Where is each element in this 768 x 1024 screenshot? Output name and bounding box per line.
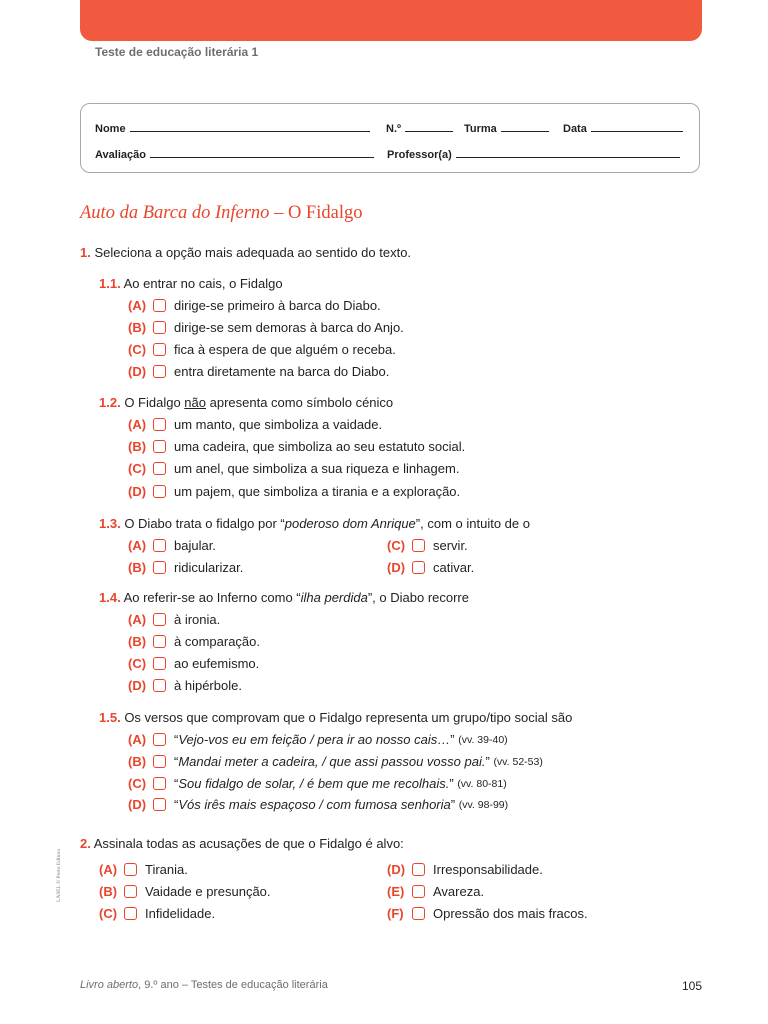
option-1-5-c	[128, 776, 507, 791]
option-letter: (D)	[128, 678, 147, 693]
option-1-1-b	[128, 320, 404, 335]
option-1-1-c	[128, 342, 396, 357]
question-text: O Diabo trata o fidalgo por “	[124, 516, 285, 531]
question-number: 2.	[80, 836, 91, 851]
question-text: O Fidalgo	[124, 395, 185, 410]
checkbox[interactable]	[153, 343, 166, 356]
option-letter: (D)	[387, 560, 406, 575]
option-2-e	[387, 884, 484, 899]
grade-field[interactable]	[95, 147, 374, 161]
class-label: Turma	[464, 123, 497, 135]
option-text: ao eufemismo.	[174, 656, 260, 671]
option-1-3-a	[128, 538, 216, 553]
verse-quote: Sou fidalgo de solar, / é bem que me recolhais.	[178, 776, 450, 791]
checkbox[interactable]	[153, 462, 166, 475]
work-title: Auto da Barca do Inferno	[80, 203, 270, 223]
option-text: um manto, que simboliza a vaidade.	[174, 417, 383, 432]
option-letter: (A)	[128, 538, 147, 553]
option-letter: (B)	[128, 560, 147, 575]
quote-open: “	[174, 732, 179, 747]
number-line[interactable]	[405, 121, 453, 132]
copyright-notice: LA9EL © Porto Editora	[56, 848, 62, 902]
book-title: Livro aberto	[80, 979, 139, 991]
checkbox[interactable]	[153, 440, 166, 453]
option-letter: (B)	[128, 439, 147, 454]
checkbox[interactable]	[153, 321, 166, 334]
option-letter: (A)	[99, 862, 118, 877]
option-1-1-a	[128, 298, 381, 313]
question-number: 1.3.	[99, 516, 121, 531]
teacher-label: Professor(a)	[387, 149, 452, 161]
option-text: entra diretamente na barca do Diabo.	[174, 364, 390, 379]
title-separator: –	[269, 203, 288, 223]
verse-quote: Vejo-vos eu em feição / pera ir ao nosso cais…	[178, 732, 451, 747]
question-text: apresenta como símbolo cénico	[206, 395, 394, 410]
question-number: 1.5.	[99, 710, 121, 725]
option-letter: (D)	[128, 484, 147, 499]
option-text: Tirania.	[145, 862, 188, 877]
option-text: Irresponsabilidade.	[433, 862, 543, 877]
student-info-box	[80, 103, 700, 173]
question-text: Seleciona a opção mais adequada ao sentido do texto.	[94, 245, 412, 260]
question-text: Ao referir-se ao Inferno como “	[123, 590, 301, 605]
quote-open: “	[174, 776, 179, 791]
option-letter: (D)	[128, 364, 147, 379]
option-1-5-b	[128, 754, 543, 769]
option-1-2-d	[128, 484, 460, 499]
question-number: 1.2.	[99, 395, 121, 410]
question-text-italic: poderoso dom Anrique	[284, 516, 416, 531]
verse-reference: (vv. 39-40)	[458, 733, 508, 746]
checkbox[interactable]	[153, 299, 166, 312]
option-1-3-c	[387, 538, 468, 553]
name-field[interactable]	[95, 121, 370, 135]
option-1-4-c	[128, 656, 259, 671]
option-text: Opressão dos mais fracos.	[433, 906, 588, 921]
quote-open: “	[174, 797, 179, 812]
quote-close: ”	[450, 732, 455, 747]
option-2-d	[387, 862, 543, 877]
question-1-5	[99, 710, 572, 725]
checkbox[interactable]	[412, 907, 425, 920]
option-letter: (B)	[99, 884, 118, 899]
question-text: ”, com o intuito de o	[415, 516, 530, 531]
question-number: 1.	[80, 245, 91, 260]
option-letter: (D)	[387, 862, 406, 877]
checkbox[interactable]	[412, 539, 425, 552]
option-1-2-c	[128, 461, 459, 476]
class-line[interactable]	[501, 121, 549, 132]
option-text: Avareza.	[433, 884, 485, 899]
number-label: N.º	[386, 123, 402, 135]
option-letter: (C)	[128, 461, 147, 476]
checkbox[interactable]	[124, 885, 137, 898]
page-title	[80, 203, 362, 224]
option-letter: (E)	[387, 884, 405, 899]
name-label: Nome	[95, 123, 126, 135]
checkbox[interactable]	[412, 885, 425, 898]
checkbox[interactable]	[124, 863, 137, 876]
option-1-2-a	[128, 417, 382, 432]
checkbox[interactable]	[153, 365, 166, 378]
question-text: Ao entrar no cais, o Fidalgo	[123, 276, 283, 291]
checkbox[interactable]	[153, 679, 166, 692]
option-text: um anel, que simboliza a sua riqueza e linhagem.	[174, 461, 460, 476]
option-letter: (B)	[128, 320, 147, 335]
option-letter: (A)	[128, 298, 147, 313]
option-text: Vaidade e presunção.	[145, 884, 271, 899]
quote-open: “	[174, 754, 179, 769]
option-2-b	[99, 884, 271, 899]
question-1-1	[99, 276, 283, 291]
option-letter: (C)	[387, 538, 406, 553]
option-1-5-a	[128, 732, 508, 747]
question-number: 1.4.	[99, 590, 121, 605]
grade-line[interactable]	[150, 147, 374, 158]
verse-quote: Vós irês mais espaçoso / com fumosa senhoria	[178, 797, 451, 812]
option-text: servir.	[433, 538, 468, 553]
option-text: uma cadeira, que simboliza ao seu estatuto social.	[174, 439, 466, 454]
checkbox[interactable]	[153, 539, 166, 552]
option-text: à comparação.	[174, 634, 260, 649]
option-text: cativar.	[433, 560, 475, 575]
book-subtitle: , 9.º ano – Testes de educação literária	[138, 979, 328, 991]
option-letter: (C)	[128, 342, 147, 357]
option-2-a	[99, 862, 188, 877]
question-text: ”, o Diabo recorre	[367, 590, 469, 605]
option-text: à ironia.	[174, 612, 221, 627]
option-text: ridicularizar.	[174, 560, 244, 575]
question-text-underlined: não	[184, 395, 206, 410]
verse-quote: Mandai meter a cadeira, / que assi passou vosso pai.	[178, 754, 486, 769]
verse-reference: (vv. 98-99)	[458, 798, 509, 811]
teacher-field[interactable]	[387, 147, 680, 161]
option-letter: (A)	[128, 417, 147, 432]
date-label: Data	[563, 123, 587, 135]
checkbox[interactable]	[153, 733, 166, 746]
checkbox[interactable]	[153, 755, 166, 768]
checkbox[interactable]	[153, 657, 166, 670]
question-1-2	[99, 395, 393, 410]
checkbox[interactable]	[124, 907, 137, 920]
option-text: fica à espera de que alguém o receba.	[174, 342, 396, 357]
option-letter: (C)	[128, 776, 147, 791]
grade-label: Avaliação	[95, 149, 146, 161]
option-letter: (C)	[128, 656, 147, 671]
question-2	[80, 836, 404, 851]
option-text: um pajem, que simboliza a tirania e a exploração.	[174, 484, 461, 499]
option-letter: (A)	[128, 732, 147, 747]
test-title: Teste de educação literária 1	[95, 45, 259, 59]
question-1-3	[99, 516, 530, 531]
header-bar	[80, 0, 702, 41]
verse-reference: (vv. 80-81)	[457, 777, 507, 790]
quote-close: ”	[485, 754, 490, 769]
question-text-italic: ilha perdida	[300, 590, 368, 605]
option-letter: (B)	[128, 634, 147, 649]
checkbox[interactable]	[412, 561, 425, 574]
name-line[interactable]	[130, 121, 370, 132]
option-text: dirige-se sem demoras à barca do Anjo.	[174, 320, 404, 335]
option-text: Infidelidade.	[145, 906, 216, 921]
checkbox[interactable]	[153, 613, 166, 626]
option-letter: (F)	[387, 906, 404, 921]
class-field[interactable]	[464, 121, 549, 135]
character-name: O Fidalgo	[287, 203, 363, 223]
date-line[interactable]	[591, 121, 683, 132]
question-1	[80, 245, 411, 260]
option-text: à hipérbole.	[174, 678, 242, 693]
checkbox[interactable]	[153, 635, 166, 648]
option-1-4-a	[128, 612, 220, 627]
option-letter: (D)	[128, 797, 147, 812]
option-letter: (C)	[99, 906, 118, 921]
option-text: bajular.	[174, 538, 216, 553]
number-field[interactable]	[386, 121, 453, 135]
checkbox[interactable]	[412, 863, 425, 876]
option-1-2-b	[128, 439, 465, 454]
quote-close: ”	[449, 776, 454, 791]
checkbox[interactable]	[153, 485, 166, 498]
verse-reference: (vv. 52-53)	[493, 755, 543, 768]
question-text: Assinala todas as acusações de que o Fidalgo é alvo:	[93, 836, 404, 851]
option-letter: (B)	[128, 754, 147, 769]
quote-close: ”	[450, 797, 456, 812]
checkbox[interactable]	[153, 418, 166, 431]
option-letter: (A)	[128, 612, 147, 627]
option-2-c	[99, 906, 215, 921]
date-field[interactable]	[563, 121, 683, 135]
option-1-3-b	[128, 560, 243, 575]
checkbox[interactable]	[153, 561, 166, 574]
teacher-line[interactable]	[456, 147, 680, 158]
option-1-5-d	[128, 797, 508, 812]
option-1-4-b	[128, 634, 260, 649]
option-1-4-d	[128, 678, 242, 693]
question-1-4	[99, 590, 469, 605]
question-text: Os versos que comprovam que o Fidalgo representa um grupo/tipo social são	[124, 710, 573, 725]
page-number: 105	[682, 979, 703, 993]
footer-book-title	[80, 979, 328, 991]
question-number: 1.1.	[99, 276, 121, 291]
checkbox[interactable]	[153, 798, 166, 811]
option-text: dirige-se primeiro à barca do Diabo.	[174, 298, 381, 313]
checkbox[interactable]	[153, 777, 166, 790]
option-1-1-d	[128, 364, 389, 379]
option-1-3-d	[387, 560, 474, 575]
option-2-f	[387, 906, 588, 921]
